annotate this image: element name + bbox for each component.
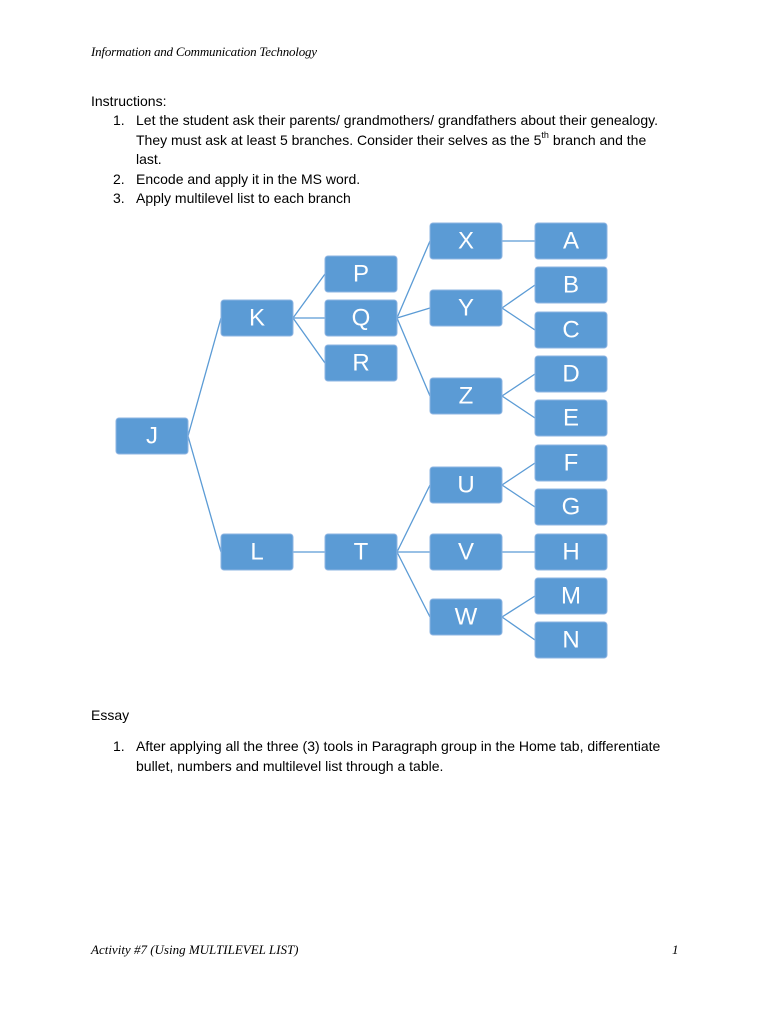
connector-y-c (502, 308, 535, 330)
tree-node-k (221, 300, 293, 336)
connector-z-d (502, 374, 535, 396)
node-label: T (353, 538, 369, 566)
essay-list (113, 737, 673, 776)
connector-q-y (397, 308, 430, 318)
tree-node-f (535, 445, 607, 481)
tree-node-n (535, 622, 607, 658)
connector-q-x (397, 241, 430, 318)
tree-node-j (116, 418, 188, 454)
node-label: U (457, 471, 475, 499)
tree-node-g (535, 489, 607, 525)
instructions-heading: Instructions: (91, 93, 167, 109)
node-label: E (562, 404, 580, 432)
tree-node-y (430, 290, 502, 326)
tree-node-r (325, 345, 397, 381)
connector-u-f (502, 463, 535, 485)
list-text: Let the student ask their parents/ grandmothers/ grandfathers about their genealogy. They must ask at least 5 branches. Consider their selves as the 5 (136, 112, 658, 148)
tree-node-e (535, 400, 607, 436)
tree-node-u (430, 467, 502, 503)
tree-node-h (535, 534, 607, 570)
connector-w-m (502, 596, 535, 617)
list-text: After applying all the three (3) tools in Paragraph group in the Home tab, differentiate bullet, numbers and multilevel list through a table. (136, 738, 661, 774)
tree-node-w (430, 599, 502, 635)
connector-q-z (397, 318, 430, 396)
tree-node-a (535, 223, 607, 259)
node-label: W (454, 603, 478, 631)
tree-node-l (221, 534, 293, 570)
list-number: 1. (113, 112, 125, 128)
connector-j-l (188, 436, 221, 552)
tree-node-m (535, 578, 607, 614)
node-label: G (561, 493, 581, 521)
node-label: Q (351, 304, 371, 332)
list-item (113, 737, 673, 776)
list-text: Encode and apply it in the MS word. (136, 170, 361, 187)
node-label: P (352, 260, 370, 288)
node-label: C (562, 316, 580, 344)
node-label: M (561, 582, 581, 610)
tree-node-c (535, 312, 607, 348)
node-label: X (457, 227, 475, 255)
tree-node-b (535, 267, 607, 303)
list-number: 3. (113, 190, 125, 206)
tree-node-d (535, 356, 607, 392)
node-label: N (562, 626, 580, 654)
list-number: 2. (113, 170, 125, 187)
superscript: th (541, 129, 549, 140)
connector-t-u (397, 485, 430, 552)
page-number: 1 (672, 942, 679, 957)
node-label: H (562, 538, 580, 566)
tree-node-x (430, 223, 502, 259)
connector-k-p (293, 274, 325, 318)
essay-heading: Essay (91, 707, 130, 723)
connector-k-r (293, 318, 325, 363)
connector-j-k (188, 318, 221, 436)
footer-activity: Activity #7 (Using MULTILEVEL LIST) (91, 942, 299, 957)
node-label: V (457, 538, 475, 566)
list-number: 1. (113, 738, 125, 754)
list-text: Apply multilevel list to each branch (136, 190, 351, 206)
connector-u-g (502, 485, 535, 507)
document-header: Information and Communication Technology (91, 44, 317, 59)
node-label: D (562, 360, 580, 388)
node-label: J (146, 422, 158, 450)
connector-z-e (502, 396, 535, 418)
node-label: K (248, 304, 266, 332)
connector-w-n (502, 617, 535, 640)
node-label: Y (457, 294, 475, 322)
tree-node-q (325, 300, 397, 336)
connector-t-w (397, 552, 430, 617)
node-label: A (562, 227, 580, 255)
node-label: F (563, 449, 579, 477)
tree-node-z (430, 378, 502, 414)
node-label: Z (458, 382, 474, 410)
node-label: R (352, 349, 370, 377)
list-text-continued: branch and the last. (136, 131, 647, 167)
tree-node-v (430, 534, 502, 570)
node-label: B (562, 271, 580, 299)
tree-node-t (325, 534, 397, 570)
tree-node-p (325, 256, 397, 292)
node-label: L (250, 538, 264, 566)
connector-y-b (502, 285, 535, 308)
